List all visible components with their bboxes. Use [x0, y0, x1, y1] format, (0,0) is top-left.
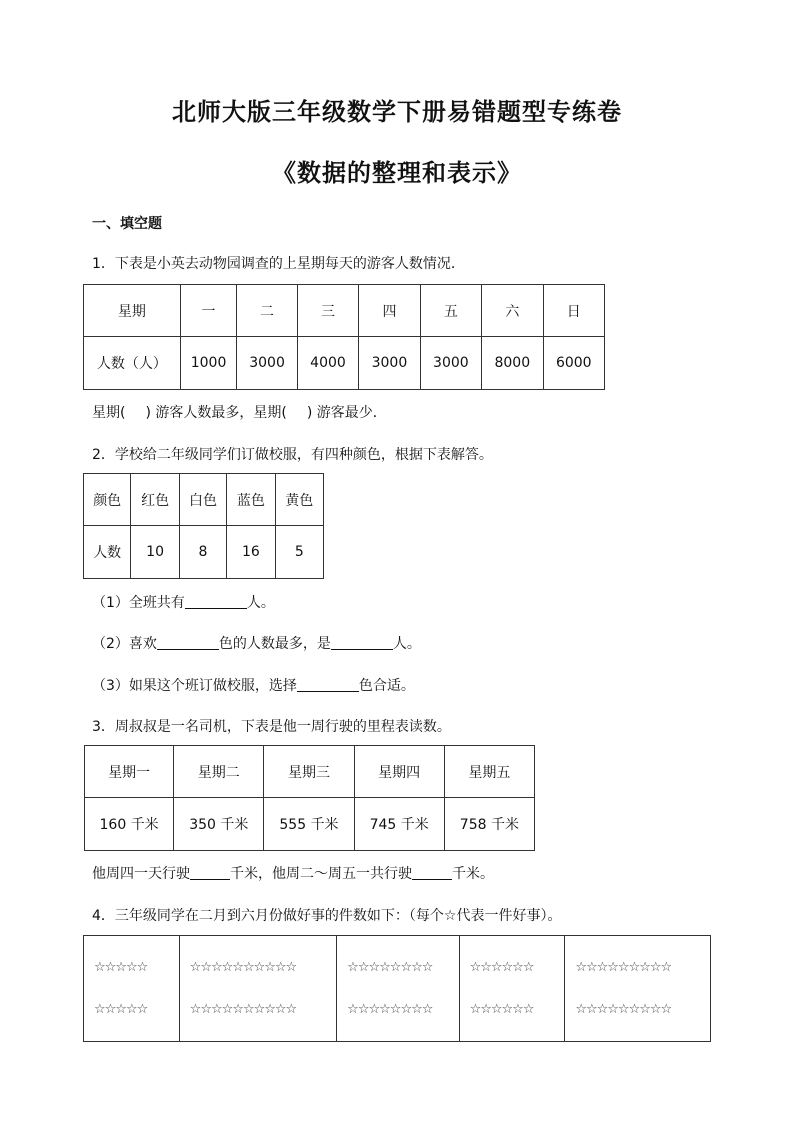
stars-cell: [337, 936, 459, 1042]
table-cell: 4000: [297, 337, 358, 390]
good-deeds-table: [83, 935, 711, 1042]
table-cell: 星期四: [354, 746, 444, 798]
star-row: ☆☆☆☆☆: [94, 959, 148, 975]
table-cell: 人数（人）: [84, 337, 181, 390]
table-cell: 日: [543, 285, 604, 337]
page-title: 北师大版三年级数学下册易错题型专练卷: [172, 97, 622, 126]
table-cell: 颜色: [84, 474, 131, 526]
answer-blank[interactable]: [412, 865, 452, 880]
answer-blank[interactable]: [190, 865, 230, 880]
question-2-text: 2．学校给二年级同学们订做校服，有四种颜色，根据下表解答。: [92, 447, 493, 463]
stars-cell: [565, 936, 711, 1042]
table-cell: 黄色: [275, 474, 323, 526]
answer-blank[interactable]: [185, 594, 247, 609]
table-cell: 745 千米: [354, 798, 444, 851]
answer-blank[interactable]: [157, 635, 219, 650]
star-row: ☆☆☆☆☆☆: [469, 1001, 534, 1017]
answer-blank[interactable]: [331, 635, 393, 650]
table-cell: 一: [180, 285, 237, 337]
table-cell: 星期五: [444, 746, 534, 798]
star-row: ☆☆☆☆☆☆: [469, 959, 534, 975]
page-subtitle: 《数据的整理和表示》: [272, 158, 522, 187]
table-cell: 蓝色: [227, 474, 275, 526]
table-cell: 星期三: [264, 746, 354, 798]
table-cell: 1000: [180, 337, 237, 390]
table-cell: 758 千米: [444, 798, 534, 851]
table-cell: 8000: [482, 337, 543, 390]
question-2-part-2: （2）喜欢 色的人数最多，是 人。: [92, 636, 421, 652]
table-cell: 8: [179, 526, 226, 579]
question-1-answer: 星期( ) 游客人数最多，星期( ) 游客最少．: [92, 405, 387, 421]
star-row: ☆☆☆☆☆: [94, 1001, 148, 1017]
table-cell: 160 千米: [85, 798, 174, 851]
visitor-table: [83, 284, 605, 390]
star-row: ☆☆☆☆☆☆☆☆☆☆: [189, 959, 297, 975]
table-cell: 星期: [84, 285, 181, 337]
stars-cell: [84, 936, 180, 1042]
table-cell: 人数: [84, 526, 131, 579]
star-row: ☆☆☆☆☆☆☆☆☆: [575, 959, 672, 975]
table-cell: 10: [131, 526, 179, 579]
question-3-answer: 他周四一天行驶 千米，他周二～周五一共行驶 千米。: [92, 866, 494, 882]
table-cell: 星期一: [85, 746, 174, 798]
table-cell: 555 千米: [264, 798, 354, 851]
uniform-color-table: [83, 473, 324, 579]
question-3-text: 3．周叔叔是一名司机，下表是他一周行驶的里程表读数。: [92, 719, 451, 735]
table-cell: 3000: [237, 337, 297, 390]
table-cell: 星期二: [174, 746, 264, 798]
table-cell: 二: [237, 285, 297, 337]
star-row: ☆☆☆☆☆☆☆☆: [347, 1001, 433, 1017]
question-1-text: 1．下表是小英去动物园调查的上星期每天的游客人数情况．: [92, 256, 465, 272]
table-cell: 四: [359, 285, 420, 337]
table-cell: 16: [227, 526, 275, 579]
question-2-part-3: （3）如果这个班订做校服，选择 色合适。: [92, 678, 415, 694]
table-cell: 6000: [543, 337, 604, 390]
question-2-part-1: （1）全班共有 人。: [92, 595, 275, 611]
stars-cell: [179, 936, 337, 1042]
star-row: ☆☆☆☆☆☆☆☆☆☆: [189, 1001, 297, 1017]
table-cell: 五: [420, 285, 481, 337]
table-cell: 3000: [420, 337, 481, 390]
table-cell: 5: [275, 526, 323, 579]
star-row: ☆☆☆☆☆☆☆☆☆: [575, 1001, 672, 1017]
table-cell: 红色: [131, 474, 179, 526]
section-heading: 一、填空题: [92, 216, 162, 232]
answer-blank[interactable]: [297, 677, 359, 692]
question-4-text: 4．三年级同学在二月到六月份做好事的件数如下：（每个☆代表一件好事）。: [92, 908, 562, 924]
table-cell: 350 千米: [174, 798, 264, 851]
table-cell: 三: [297, 285, 358, 337]
table-cell: 3000: [359, 337, 420, 390]
star-row: ☆☆☆☆☆☆☆☆: [347, 959, 433, 975]
table-cell: 六: [482, 285, 543, 337]
stars-cell: [459, 936, 565, 1042]
mileage-table: [84, 745, 535, 851]
table-cell: 白色: [179, 474, 226, 526]
